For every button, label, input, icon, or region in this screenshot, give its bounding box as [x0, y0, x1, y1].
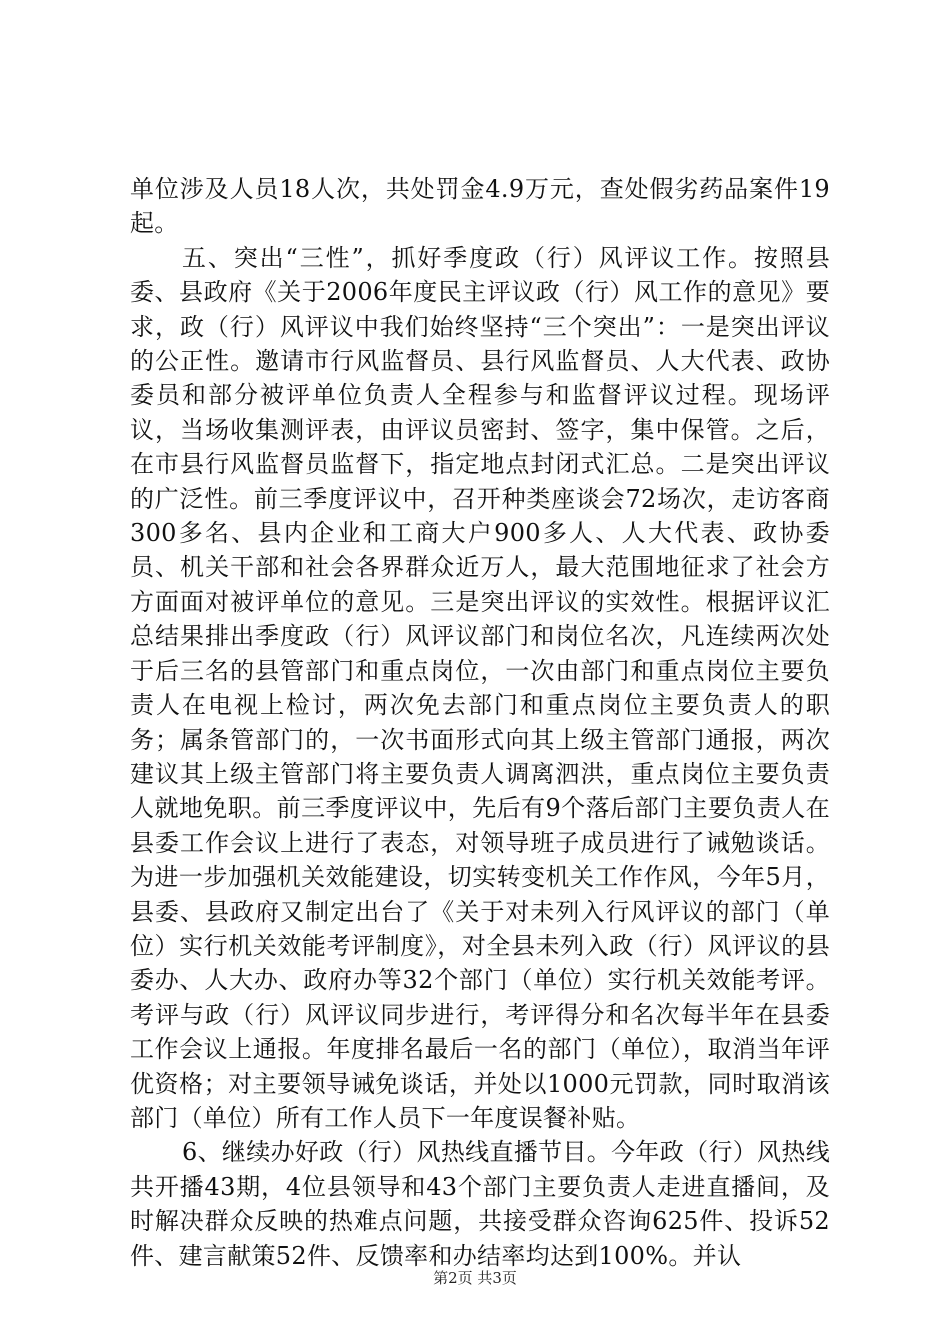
paragraph-section-five: 五、突出“三性”，抓好季度政（行）风评议工作。按照县委、县政府《关于2006年度民主评议政（行）风工作的意见》要求，政（行）风评议中我们始终坚持“三个突出”：一是突出评议的公正性。邀请市行风监督员、县行风监督员、人大代表、政协委员和部分被评单位负责人全程参与和监督评议过程。现场评议，当场收集测评表，由评议员密封、签字，集中保管。之后，在市县行风监督员监督下，指定地点封闭式汇总。二是突出评议的广泛性。前三季度评议中，召开种类座谈会72场次，走访客商300多名、县内企业和工商大户900多人、人大代表、政协委员、机关干部和社会各界群众近万人，最大范围地征求了社会方方面面对被评单位的意见。三是突出评议的实效性。根据评议汇总结果排出季度政（行）风评议部门和岗位名次，凡连续两次处于后三名的县管部门和重点岗位，一次由部门和重点岗位主要负责人在电视上检讨，两次免去部门和重点岗位主要负责人的职务；属条管部门的，一次书面形式向其上级主管部门通报，两次建议其上级主管部门将主要负责人调离泗洪，重点岗位主要负责人就地免职。前三季度评议中，先后有9个落后部门主要负责人在县委工作会议上进行了表态，对领导班子成员进行了诫勉谈话。为进一步加强机关效能建设，切实转变机关工作作风，今年5月，县委、县政府又制定出台了《关于对未列入行风评议的部门（单位）实行机关效能考评制度》，对全县未列入政（行）风评议的县委办、人大办、政府办等32个部门（单位）实行机关效能考评。考评与政（行）风评议同步进行，考评得分和名次每半年在县委工作会议上通报。年度排名最后一名的部门（单位），取消当年评优资格；对主要领导诫免谈话，并处以1000元罚款，同时取消该部门（单位）所有工作人员下一年度误餐补贴。: [130, 243, 830, 1132]
document-body: [130, 172, 830, 1273]
paragraph-section-six: 6、继续办好政（行）风热线直播节目。今年政（行）风热线共开播43期，4位县领导和43个部门主要负责人走进直播间，及时解决群众反映的热难点问题，共接受群众咨询625件、投诉52件、建言献策52件、反馈率和办结率均达到100%。并认: [130, 1138, 830, 1270]
page-number-footer: 第2页 共3页: [433, 1269, 517, 1287]
paragraph-continuation: 单位涉及人员18人次，共处罚金4.9万元，查处假劣药品案件19起。: [130, 175, 830, 238]
